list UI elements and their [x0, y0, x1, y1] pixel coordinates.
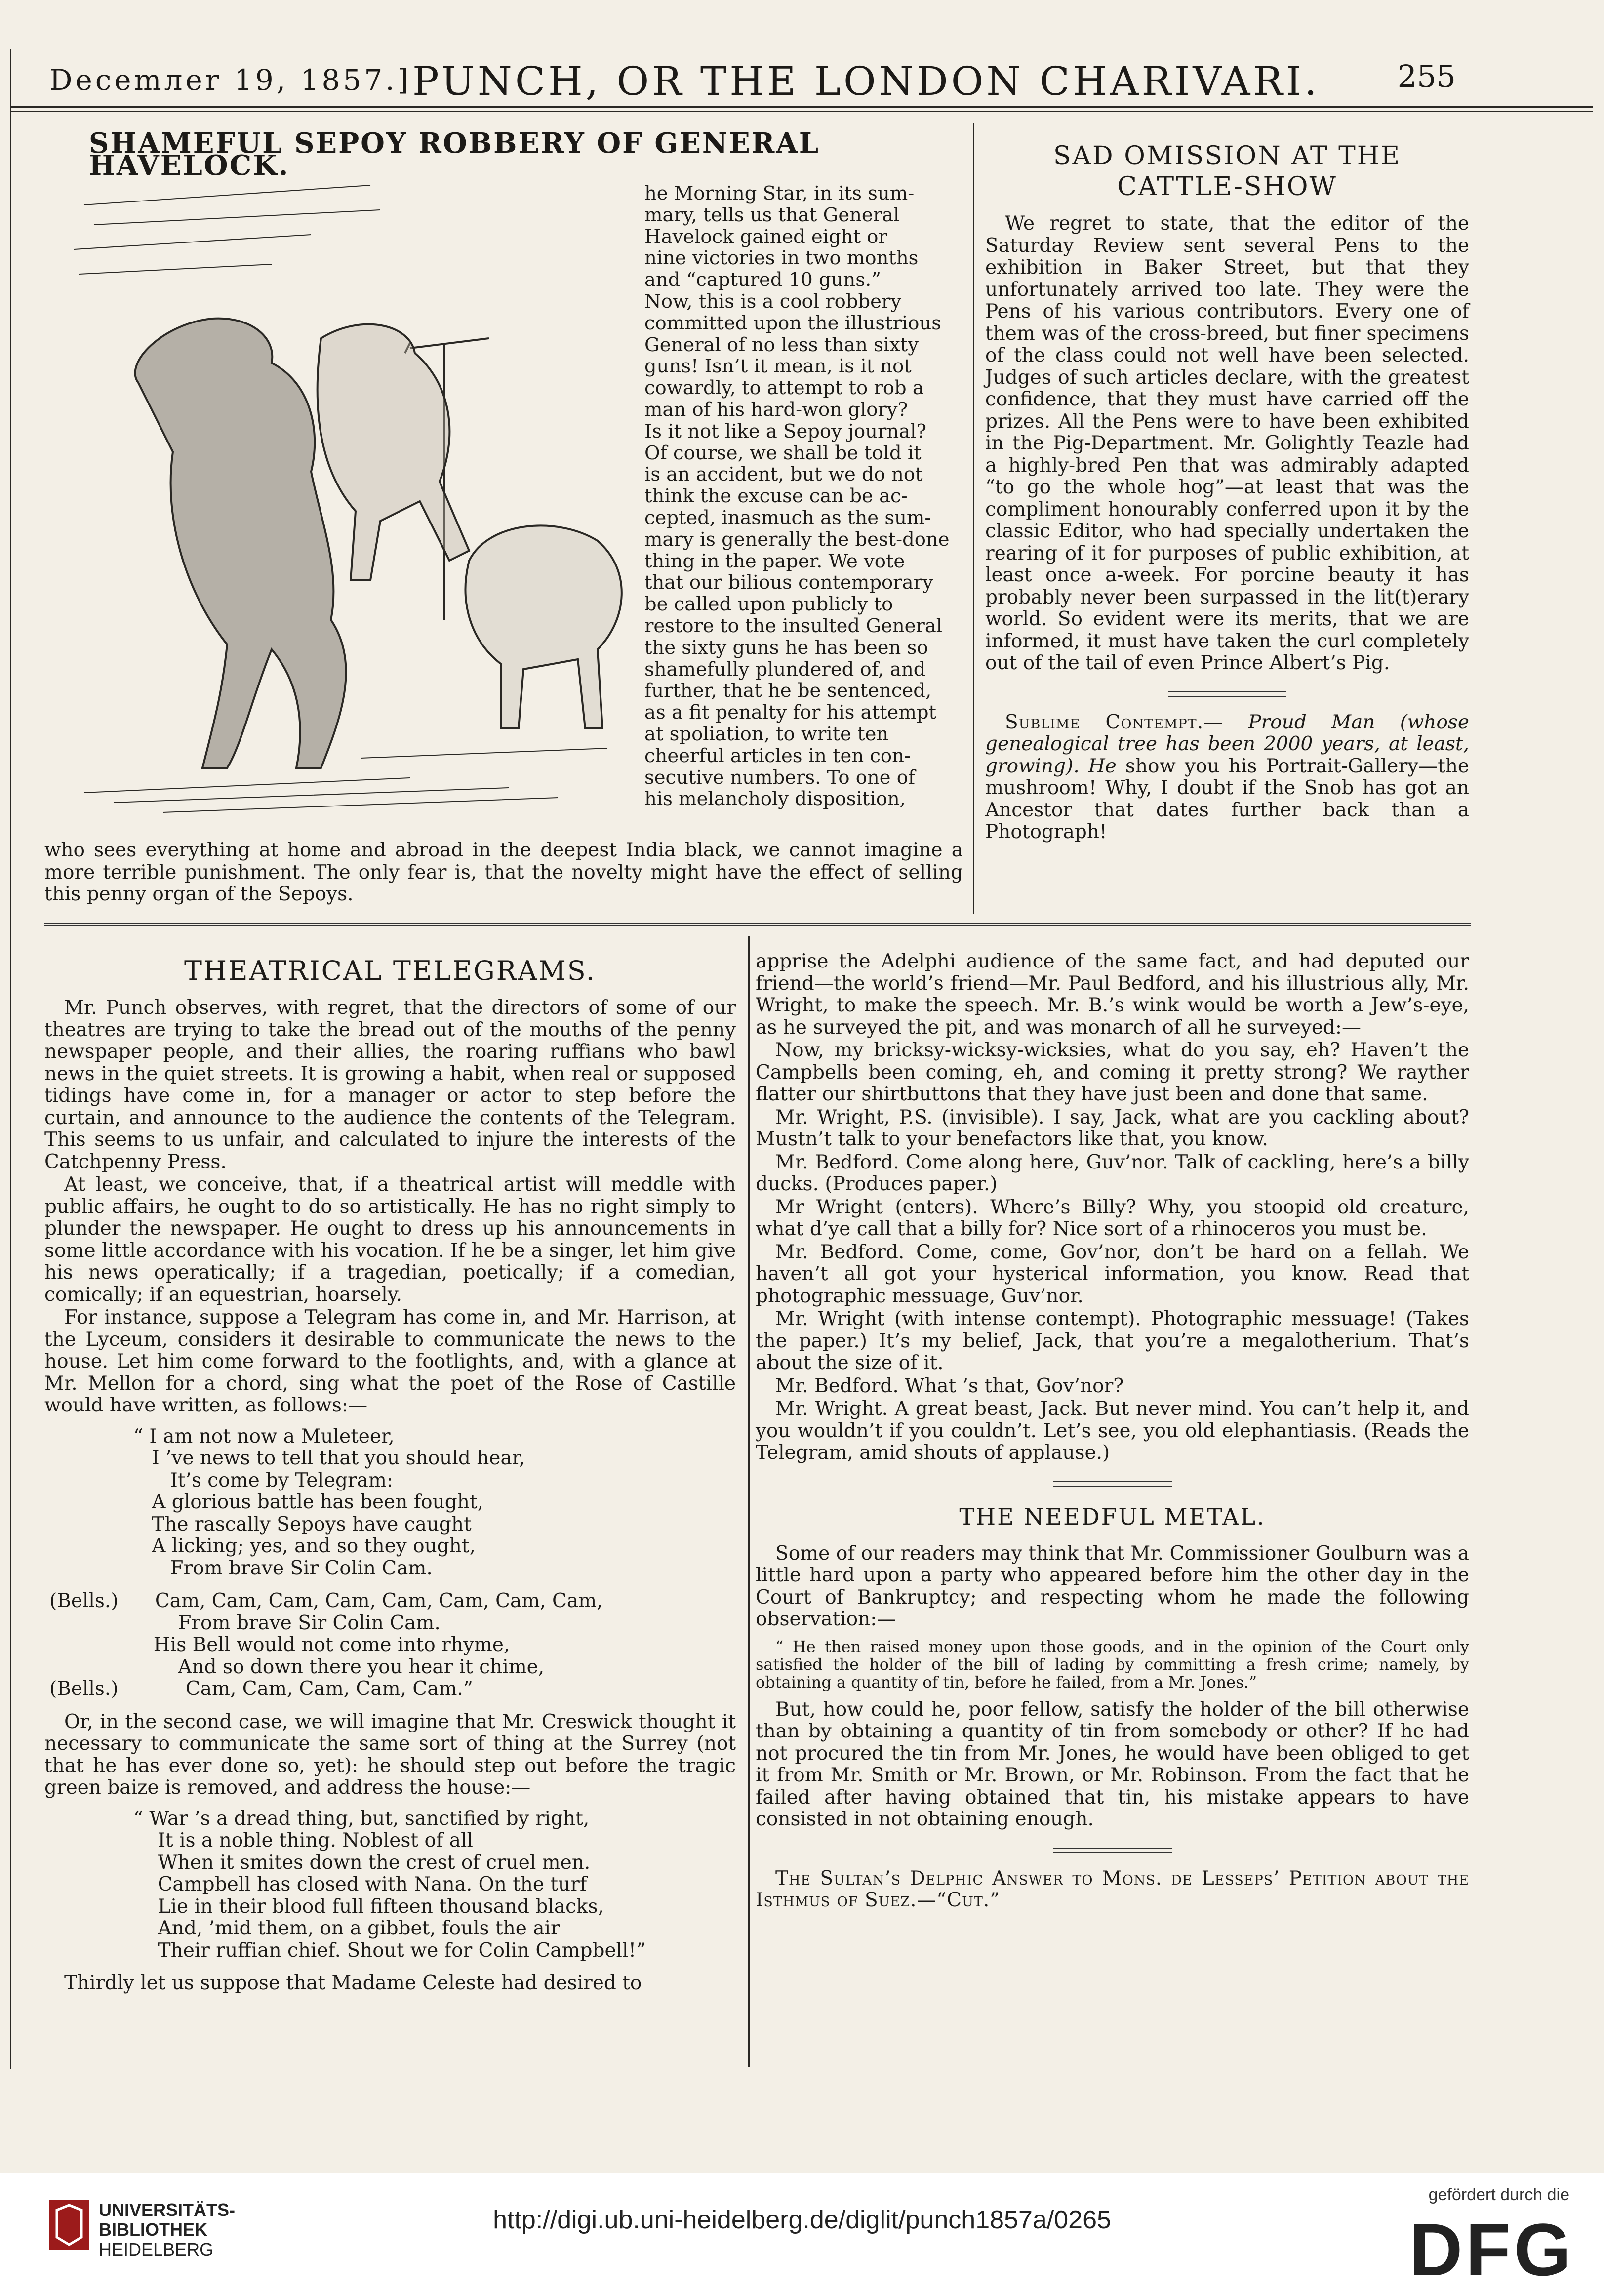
line: at spoliation, to write ten: [644, 723, 889, 745]
article-title: SHAMEFUL SEPOY ROBBERY OF GENERAL HAVELOCK.: [89, 127, 820, 182]
verse-line: (Bells.) Cam, Cam, Cam, Cam, Cam, Cam, Cam, Cam,: [49, 1590, 603, 1612]
line: Is it not like a Sepoy journal?: [644, 420, 927, 443]
footer-bar: [0, 2173, 1604, 2296]
paragraph: Thirdly let us suppose that Madame Celeste had desired to: [64, 1972, 642, 1994]
paragraph: Mr. Wright (with intense contempt). Photographic messuage! (Takes the paper.) It’s my belief, Jack, that you’re a megalotherium. That’s about the size of it.: [756, 1308, 1469, 1374]
verse: [44, 1426, 736, 1580]
header-rule-thin: [11, 111, 1593, 112]
cartoon-illustration: [64, 175, 642, 817]
paragraph: But, how could he, poor fellow, satisfy the holder of the bill otherwise than by obtaining a quantity of tin from somebody or other? If he had not procured the tin from Mr. Jones, he would have been obliged to get it from Mr. Smith or Mr. Brown, or Mr. Robinson. From the fact that he failed after having obtained that tin, his mistake appears to have consisted in not obtaining enough.: [756, 1698, 1469, 1830]
library-line-1: UNIVERSITÄTS-: [99, 2200, 236, 2220]
verse-line: “ War ’s a dread thing, but, sanctified by right,: [133, 1807, 590, 1830]
funded-by-label: gefördert durch die: [1428, 2185, 1569, 2204]
paragraph: For instance, suppose a Telegram has come in, and Mr. Harrison, at the Lyceum, considers it desirable to communicate the news to the house. Let him come forward to the footlights, and, with a glance at Mr. Mellon for a chord, sing what the poet of the Rose of Castille would have written, as follows:—: [44, 1306, 736, 1416]
line: cowardly, to attempt to rob a: [644, 377, 924, 400]
verse-line: A licking; yes, and so they ought,: [133, 1535, 476, 1557]
line: further, that he be sentenced,: [644, 680, 932, 702]
rule: [1053, 1848, 1172, 1853]
line: Now, this is a cool robbery: [644, 290, 902, 313]
left-border: [10, 49, 11, 2069]
running-date: Decemлer 19, 1857.]: [49, 63, 412, 97]
paragraph: Mr. Bedford. Come, come, Gov’nor, don’t be hard on a fellah. We haven’t all got your hysterical information, you know. Read that photographic messuage, Guv’nor.: [756, 1241, 1469, 1307]
paragraph: Mr. Bedford. Come along here, Guv’nor. Talk of cackling, here’s a billy ducks. (Produces paper.): [756, 1151, 1469, 1195]
paragraph: Mr. Punch observes, with regret, that the directors of some of our theatres are trying to take the bread out of the mouths of the penny newspaper people, and their allies, the roaring ruffians who bawl news in the quiet streets. It is growing a habit, when real or supposed tidings have come in, for a manager or actor to step before the curtain, and announce to the audience the contents of the Telegram. This seems to us unfair, and calculated to injure the interests of the Catchpenny Press.: [44, 997, 736, 1173]
article-shameful-sepoy-tail: [44, 840, 963, 907]
line: mary is generally the best-done: [644, 528, 950, 551]
line: General of no less than sixty: [644, 333, 919, 356]
verse: [44, 1808, 736, 1962]
line: restore to the insulted General: [644, 614, 943, 637]
paragraph: Or, in the second case, we will imagine that Mr. Creswick thought it necessary to communicate the same sort of thing at the Surrey (not that he has ever done so, yet): he should step out before the tragic green baize is removed, and address the house:—: [44, 1710, 736, 1799]
paragraph: Mr. Bedford. What ’s that, Gov’nor?: [775, 1374, 1124, 1397]
paragraph-sublime-contempt: [985, 712, 1469, 844]
verse-line: And so down there you hear it chime,: [49, 1655, 545, 1678]
section-divider: [44, 923, 1471, 926]
verse-line: And, ’mid them, on a gibbet, fouls the air: [133, 1917, 560, 1939]
verse-line: When it smites down the crest of cruel men.: [133, 1851, 591, 1874]
verse-line: It’s come by Telegram:: [133, 1469, 394, 1491]
verse-line: Lie in their blood full fifteen thousand blacks,: [133, 1895, 604, 1918]
line: be called upon publicly to: [644, 593, 893, 616]
paragraph: who sees everything at home and abroad in the deepest India black, we cannot imagine a more terrible punishment. The only fear is, that the novelty might have the effect of selling this penny organ of the Sepoys.: [44, 839, 963, 905]
sheep-icon: [466, 525, 622, 728]
verse-line: From brave Sir Colin Cam.: [49, 1611, 441, 1634]
verse-line: A glorious battle has been fought,: [133, 1491, 483, 1513]
article-theatrical-telegrams: [44, 956, 736, 1996]
library-line-2: BIBLIOTHEK: [99, 2219, 207, 2240]
verse-line: Campbell has closed with Nana. On the turf: [133, 1873, 587, 1895]
verse-line: “ I am not now a Muleteer,: [133, 1425, 395, 1448]
line: he Morning Star, in its sum-: [644, 182, 915, 204]
paragraph: Mr. Wright, P.S. (invisible). I say, Jack, what are you cackling about? Mustn’t talk to your benefactors like that, you know.: [756, 1106, 1469, 1150]
verse-line: From brave Sir Colin Cam.: [133, 1557, 433, 1579]
rule: [1053, 1481, 1172, 1487]
verse-line: Their ruffian chief. Shout we for Colin Campbell!”: [133, 1939, 646, 1962]
verse-line: (Bells.) Cam, Cam, Cam, Cam, Cam.”: [49, 1678, 473, 1700]
article-shameful-sepoy-text: [644, 183, 963, 810]
top-gutter-rule: [973, 123, 974, 914]
line: guns! Isn’t it mean, is it not: [644, 355, 912, 378]
paragraph: Mr Wright (enters). Where’s Billy? Why, you stoopid old creature, what d’ye call that a billy for? Nice sort of a rhinoceros you must be.: [756, 1196, 1469, 1240]
text: show you his Portrait-Gallery—the mushroom! Why, I doubt if the Snob has got an Ancestor that dates further back than a Photograph!: [985, 755, 1469, 843]
line: as a fit penalty for his attempt: [644, 701, 936, 724]
line: cepted, inasmuch as the sum-: [644, 506, 931, 529]
paragraph: Mr. Wright. A great beast, Jack. But never mind. You can’t help it, and you wouldn’t if you couldn’t. Let’s see, you old elephantiasis. (Reads the Telegram, amid shouts of applause.): [756, 1398, 1469, 1464]
article-title: THEATRICAL TELEGRAMS.: [184, 955, 596, 986]
dfg-logo: DFG: [1409, 2208, 1574, 2291]
verse: [44, 1590, 736, 1700]
article-theatrical-telegrams-continued: [756, 951, 1469, 1913]
article-shameful-sepoy: [44, 127, 963, 186]
header-rule: [11, 106, 1593, 108]
line: nine victories in two months: [644, 247, 919, 270]
bottom-gutter-rule: [748, 936, 750, 2067]
verse-line: I ’ve news to tell that you should hear,: [133, 1447, 525, 1469]
line: cheerful articles in ten con-: [644, 744, 911, 767]
source-link[interactable]: http://digi.ub.uni-heidelberg.de/diglit/punch1857a/0265: [493, 2206, 1111, 2234]
line: man of his hard-won glory?: [644, 398, 908, 421]
verse-line: His Bell would not come into rhyme,: [49, 1634, 510, 1656]
article-title: SAD OMISSION AT THE CATTLE-SHOW: [1053, 141, 1402, 201]
running-title: PUNCH, OR THE LONDON CHARIVARI.: [412, 58, 1320, 104]
verse-line: It is a noble thing. Noblest of all: [133, 1829, 473, 1852]
line: mary, tells us that General: [644, 203, 900, 226]
lamb-icon: [318, 324, 469, 580]
line: the sixty guns he has been so: [644, 636, 928, 659]
article-title: THE NEEDFUL METAL.: [959, 1503, 1266, 1530]
quote: “ He then raised money upon those goods, and in the opinion of the Court only satisfied the holder of the bill of lading by committing a fresh crime; namely, by obtaining a quantity of tin, before he failed, from a Mr. Jones.”: [756, 1637, 1469, 1692]
line: his melancholy disposition,: [644, 788, 906, 810]
wolf-icon: [135, 319, 346, 768]
paragraph: Now, my bricksy-wicksy-wicksies, what do you say, eh? Haven’t the Campbells been coming, eh, and coming it pretty strong? We rayther flatter our shirtbuttons that they have just been and done that same.: [756, 1039, 1469, 1105]
line: think the excuse can be ac-: [644, 485, 908, 508]
line: and “captured 10 guns.”: [644, 269, 881, 291]
line: is an accident, but we do not: [644, 463, 923, 486]
rule: [1168, 691, 1286, 697]
hatch-sky: [74, 185, 380, 274]
line: thing in the paper. We vote: [644, 550, 905, 572]
hatch-ground: [84, 748, 607, 812]
italic-text: Proud Man (whose genealogical tree has been 2000 years, at least, growing). He: [985, 711, 1469, 777]
paragraph: At least, we conceive, that, if a theatrical artist will meddle with public affairs, he ought to do so artistically. He has no right simply to plunder the newspaper. He ought to dress up his announcements in some little accordance with his vocation. If he be a singer, let him give his news operatically; if a tragedian, poetically; if a comedian, comically; if an equestrian, hoarsely.: [44, 1173, 736, 1306]
line: committed upon the illustrious: [644, 312, 942, 334]
line: that our bilious contemporary: [644, 571, 933, 594]
lead: Sublime Contempt.—: [1005, 711, 1224, 733]
line: Havelock gained eight or: [644, 225, 887, 248]
library-line-3: HEIDELBERG: [99, 2239, 214, 2259]
page-number: 255: [1397, 58, 1456, 94]
paragraph: Some of our readers may think that Mr. Commissioner Goulburn was a little hard upon a party who appeared before him the other day in the Court of Bankruptcy; and respecting whom he made the following observation:—: [756, 1542, 1469, 1630]
line: Of course, we shall be told it: [644, 442, 922, 464]
paragraph: We regret to state, that the editor of the Saturday Review sent several Pens to the exhibition in Baker Street, but that they unfortunately arrived too late. They were the Pens of his various contributors. Every one of them was of the cross-breed, but finer specimens of the class could not well have been selected. Judges of such articles declare, with the greatest confidence, that they must have carried off the prizes. All the Pens were to have been exhibited in the Pig-Department. Mr. Golightly Teazle had a highly-bred Pen that was admirably adapted “to go the whole hog”—at least that was the compliment honourably conferred upon it by the classic Editor, who had specially undertaken the rearing of it for purposes of public exhibition, at least once a-week. For porcine beauty it has probably never been surpassed in the lit(t)erary world. So evident were its merits, that we are informed, it must have taken the curl completely out of the tail of even Prince Albert’s Pig.: [985, 212, 1469, 674]
verse-line: The rascally Sepoys have caught: [133, 1513, 472, 1535]
article-sad-omission: [985, 141, 1469, 845]
line: secutive numbers. To one of: [644, 766, 916, 789]
paragraph: apprise the Adelphi audience of the same fact, and had deputed our friend—the world’s friend—Mr. Paul Bedford, and his illustrious ally, Mr. Wright, to make the speech. Mr. B.’s wink would be worth a Jew’s-eye, as he surveyed the pit, and was monarch of all he surveyed:—: [756, 950, 1469, 1039]
line: shamefully plundered of, and: [644, 658, 926, 681]
paragraph-sultan: The Sultan’s Delphic Answer to Mons. de Lesseps’ Petition about the Isthmus of Suez.—“Cut.”: [756, 1867, 1469, 1911]
